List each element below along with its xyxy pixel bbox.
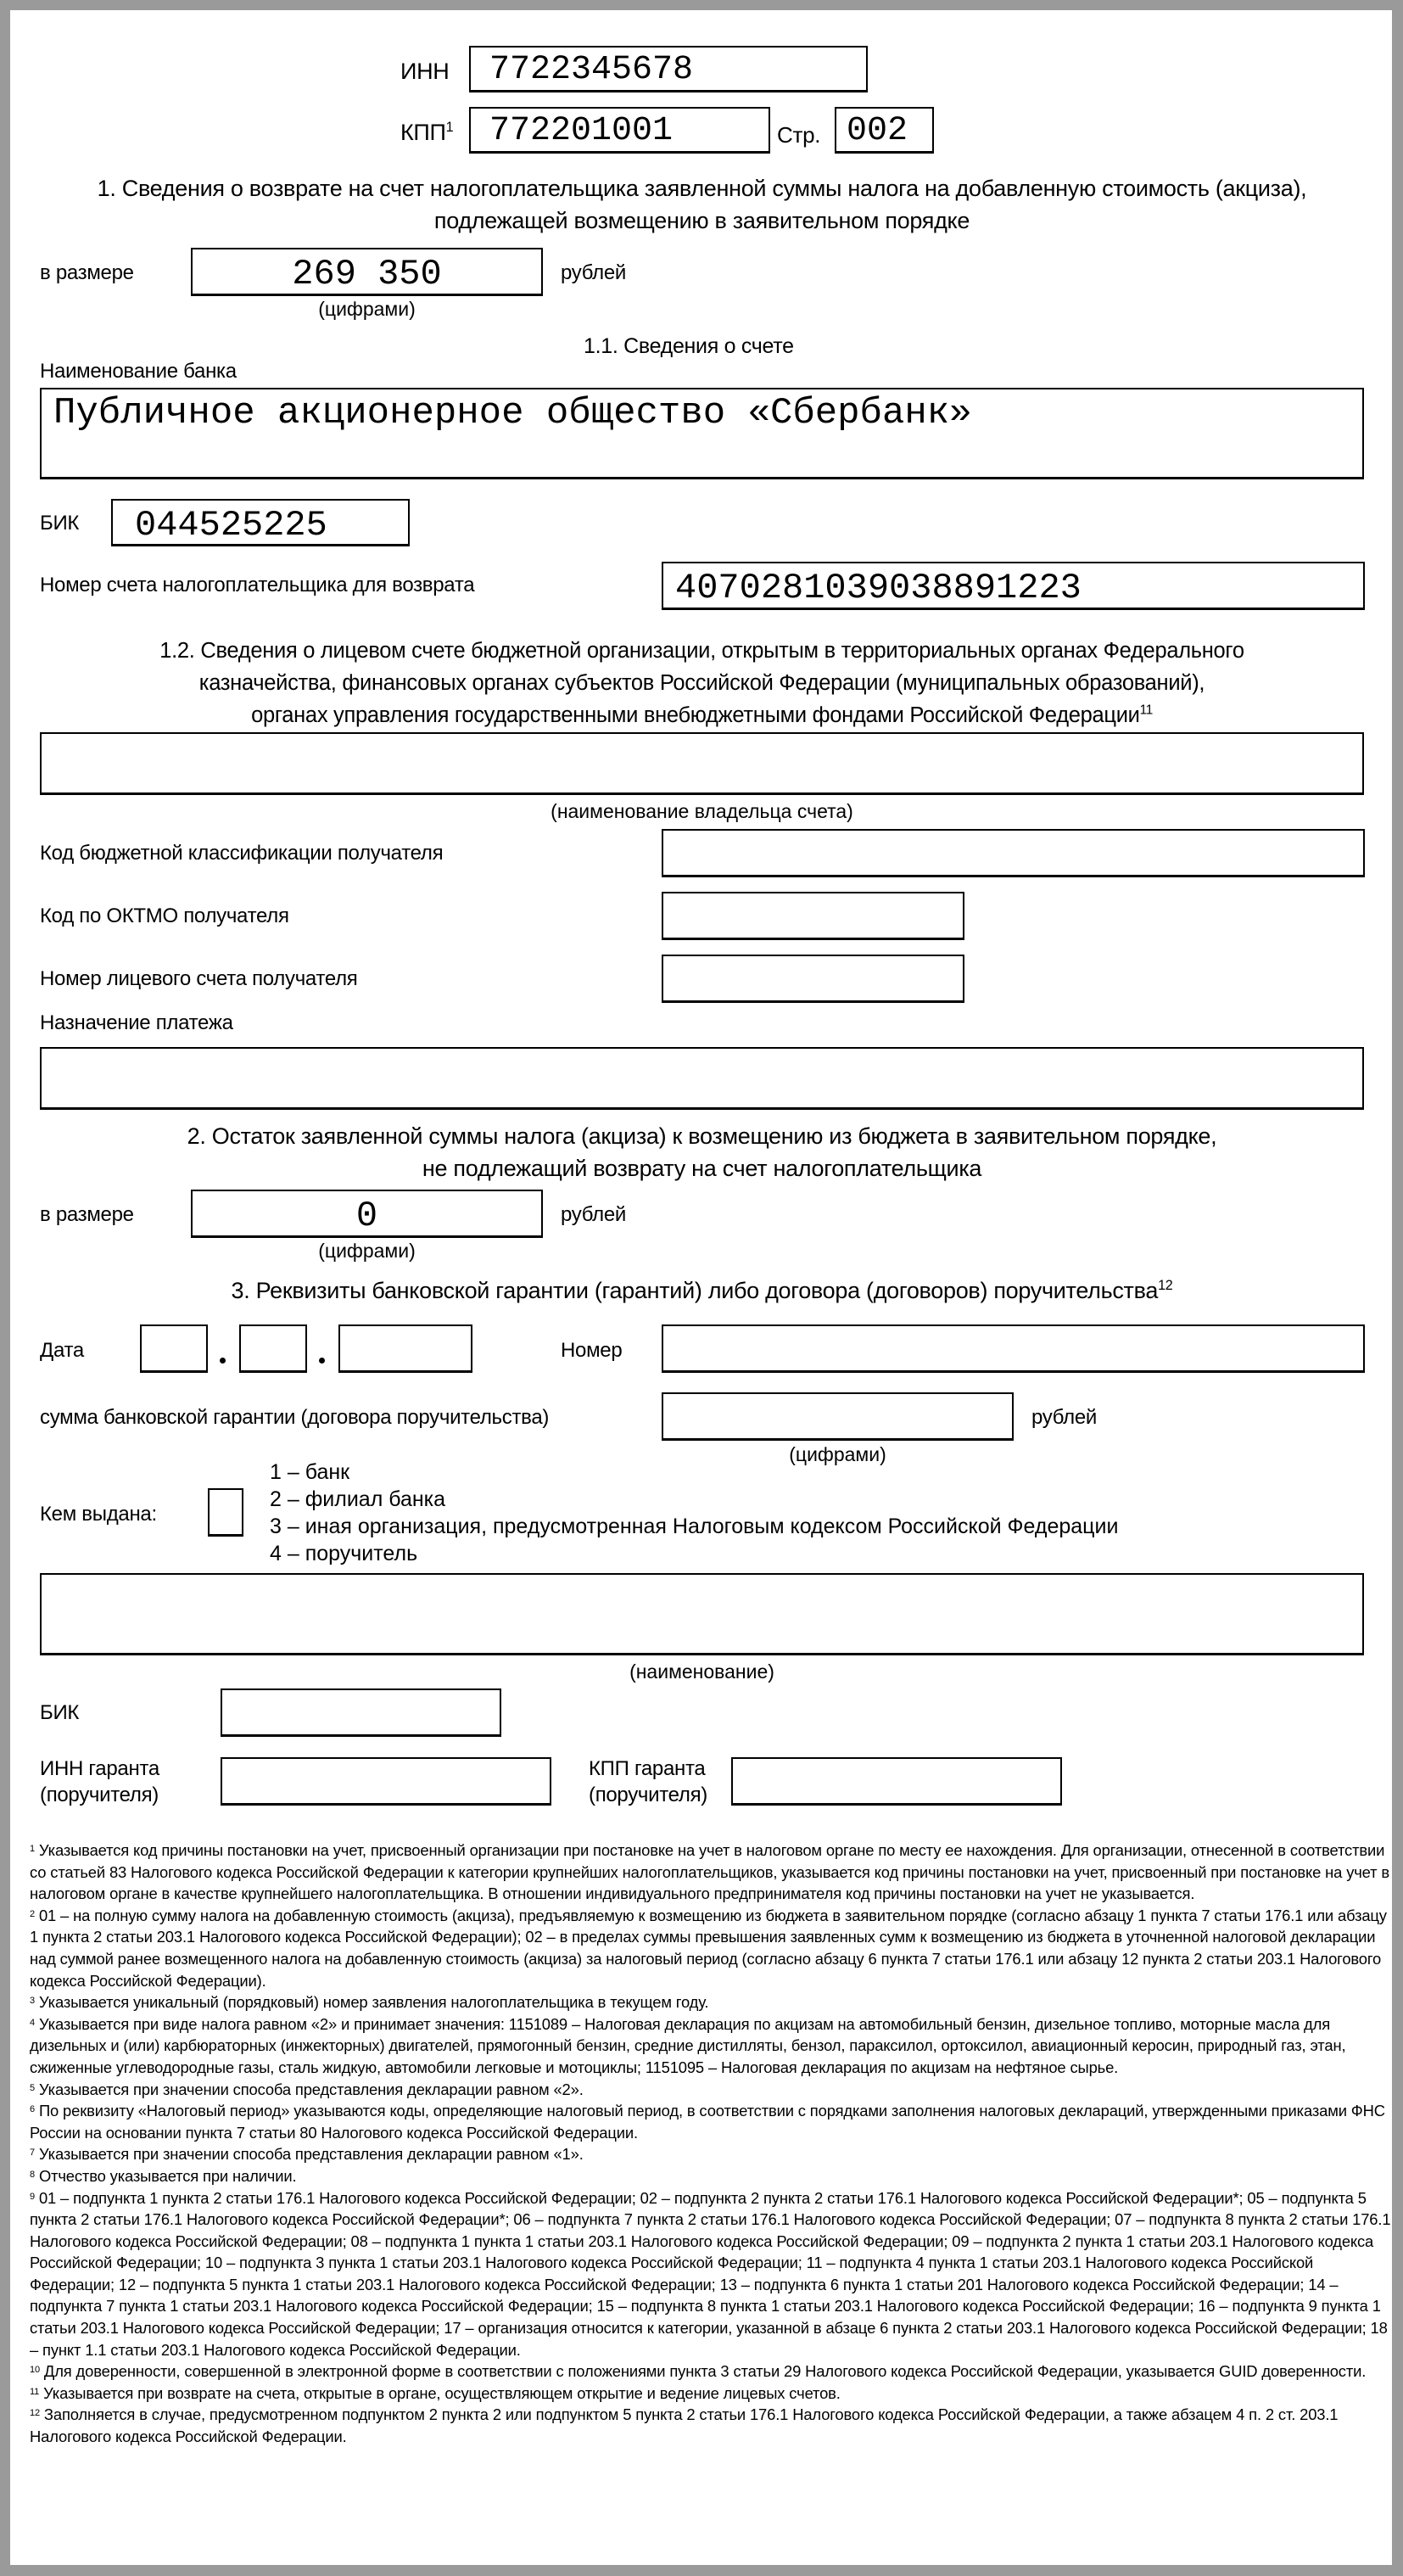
refund-amount-field[interactable]	[191, 248, 543, 296]
issued-by-option-4: 4 – поручитель	[270, 1542, 418, 1565]
guarantor-kpp-label	[589, 1756, 707, 1808]
footnote-number: 7	[30, 2148, 35, 2159]
section1-amount-caption: (цифрами)	[318, 298, 416, 320]
remainder-amount-field[interactable]	[191, 1190, 543, 1238]
subsection-1-2-line3-text: органах управления государственными внебюджетными фондами Российской Федерации	[251, 703, 1140, 727]
payment-purpose-field[interactable]	[40, 1047, 1364, 1110]
kpp-label-text: КПП	[400, 120, 446, 145]
section2-title-line2: не подлежащий возврату на счет налогоплательщика	[422, 1156, 982, 1181]
guarantor-name-caption: (наименование)	[629, 1660, 774, 1683]
account-number-field[interactable]	[662, 562, 1365, 610]
kpp-label	[400, 120, 453, 144]
inn-value: 7722345678	[489, 51, 694, 89]
date-year-field[interactable]	[338, 1324, 472, 1373]
footnote	[30, 2013, 1395, 2079]
section3-title-text: 3. Реквизиты банковской гарантии (гарантий) либо договора (договоров) поручительства	[231, 1278, 1159, 1303]
footnote	[30, 2165, 1395, 2187]
date-separator	[220, 1358, 226, 1364]
oktmo-field[interactable]	[662, 892, 964, 940]
section1-amount-label: в размере	[40, 261, 134, 284]
issued-by-option-2: 2 – филиал банка	[270, 1487, 446, 1511]
guarantee-number-field[interactable]	[662, 1324, 1365, 1373]
issued-by-option-1: 1 – банк	[270, 1460, 350, 1484]
kpp-footnote-ref: 1	[445, 120, 454, 135]
subsection-1-2-title	[25, 635, 1378, 731]
date-label: Дата	[40, 1339, 84, 1362]
personal-account-label: Номер лицевого счета получателя	[40, 967, 358, 990]
bik-value: 044525225	[135, 505, 327, 546]
footnote-number: 12	[30, 2408, 40, 2419]
issued-by-option-3: 3 – иная организация, предусмотренная Налоговым кодексом Российской Федерации	[270, 1515, 1119, 1538]
refund-amount-value: 269 350	[292, 254, 442, 294]
subsection-1-2-line2: казначейства, финансовых органах субъектов Российской Федерации (муниципальных образований),	[198, 671, 1205, 695]
footnote-text: 01 – подпункта 1 пункта 2 статьи 176.1 Налогового кодекса Российской Федерации; 02 – подпункта 2 пункта 2 статьи 176.1 Налогового кодекса Российской Федерации*; 05 – подпункта 5 пункта 2 статьи 176.1 Налогового кодекса Российской Федерации*; 06 – подпункта 7 пункта 2 статьи 176.1 Налогового кодекса Российской Федерации; 07 – подпункта 8 пункта 2 статьи 176.1 Налогового кодекса Российской Федерации; 08 – подпункта 1 пункта 1 статьи 203.1 Налогового кодекса Российской Федерации; 09 – подпункта 2 пункта 1 статьи 203.1 Налогового кодекса Российской Федерации; 10 – подпункта 3 пункта 1 статьи 203.1 Налогового кодекса Российской Федерации; 11 – подпункта 4 пункта 1 статьи 203.1 Налогового кодекса Российской Федерации; 12 – подпункта 5 пункта 1 статьи 203.1 Налогового кодекса Российской Федерации; 13 – подпункта 6 пункта 1 статьи 201 Налогового кодекса Российской Федерации; 14 – подпункта 7 пункта 1 статьи 203.1 Налогового кодекса Российской Федерации; 15 – подпункта 8 пункта 1 статьи 203.1 Налогового кодекса Российской Федерации; 16 – подпункта 9 пункта 1 статьи 203.1 Налогового кодекса Российской Федерации; 17 – организация относится к категории, указанной в абзаце 6 пункта 2 статьи 203.1 Налогового кодекса Российской Федерации; 18 – пункт 1.1 статьи 203.1 Налогового кодекса Российской Федерации.	[30, 2188, 1391, 2359]
footnote-text: Указывается при виде налога равном «2» и принимает значения: 1151089 – Налоговая декларация по акцизам на автомобильный бензин, дизельное топливо, моторные масла для дизельных и (или) карбюраторных (инжекторных) двигателей, прямогонный бензин, средние дистилляты, бензол, параксилол, ортоксилол, авиационный керосин, природный газ, этан, сжиженные углеводородные газы, сталь жидкую, автомобили легковые и мотоциклы; 1151095 – Налоговая декларация по акцизам на нефтяное сырье.	[30, 2014, 1346, 2076]
footnote-number: 10	[30, 2365, 40, 2376]
subsection-1-2-line3	[25, 699, 1378, 731]
guarantee-number-label: Номер	[561, 1339, 623, 1362]
guarantee-sum-field[interactable]	[662, 1392, 1014, 1441]
section1-title	[25, 172, 1378, 237]
footnote	[30, 2383, 1395, 2405]
account-owner-caption: (наименование владельца счета)	[551, 800, 853, 822]
footnote-number: 11	[30, 2386, 40, 2397]
footnote-text: Указывается код причины постановки на учет, присвоенный организации при постановке на учет в налоговом органе по месту ее нахождения. Для организации, отнесенной в соответствии со статьей 83 Налогового кодекса Российской Федерации к категории крупнейших налогоплательщиков, указывается код причины постановки на учет, присвоенный при постановке на учет в налоговом органе в качестве крупнейшего налогоплательщика. В отношении индивидуального предпринимателя код причины постановки на учет не указывается.	[30, 1841, 1390, 1903]
subsection-1-2-line1: 1.2. Сведения о лицевом счете бюджетной организации, открытым в территориальных органах Федерального	[159, 639, 1244, 663]
oktmo-label: Код по ОКТМО получателя	[40, 904, 289, 927]
page-number-value: 002	[847, 112, 908, 150]
remainder-amount-value: 0	[355, 1196, 378, 1236]
page-number-field[interactable]	[835, 107, 934, 154]
footnote-text: Указывается при возврате на счета, открытые в органе, осуществляющем открытие и ведение лицевых счетов.	[43, 2383, 841, 2402]
footnote	[30, 2187, 1395, 2361]
date-month-field[interactable]	[239, 1324, 307, 1373]
guarantor-kpp-field[interactable]	[731, 1757, 1062, 1806]
section3-title	[25, 1274, 1378, 1307]
guarantee-sum-caption: (цифрами)	[789, 1443, 886, 1465]
kbk-label: Код бюджетной классификации получателя	[40, 842, 444, 865]
section1-title-line2: подлежащей возмещению в заявительном порядке	[433, 208, 970, 233]
footnote-number: 1	[30, 1844, 35, 1854]
footnote-text: Указывается при значении способа представления декларации равном «1».	[38, 2145, 584, 2164]
footnote-text: 01 – на полную сумму налога на добавленную стоимость (акциза), предъявляемую к возмещению из бюджета в заявительном порядке (согласно абзацу 1 пункта 7 статьи 176.1 или абзацу 1 пункта 2 статьи 203.1 Налогового кодекса Российской Федерации); 02 – в пределах суммы превышения заявленных сумм к возмещению из бюджета в уточненной налоговой декларации над суммой ранее возмещенного налога на добавленную стоимость (акциза) за налоговый период (согласно абзацу 6 пункта 7 статьи 176.1 или абзацу 12 пункта 2 статьи 203.1 Налогового кодекса Российской Федерации).	[30, 1906, 1387, 1990]
footnote	[30, 2360, 1395, 2383]
guarantor-name-field[interactable]	[40, 1573, 1364, 1655]
footnote	[30, 2404, 1395, 2447]
footnote-text: Указывается при значении способа представления декларации равном «2».	[38, 2080, 584, 2098]
bank-name-field[interactable]	[40, 388, 1364, 479]
payment-purpose-label: Назначение платежа	[40, 1011, 233, 1034]
page-label: Стр.	[777, 122, 821, 148]
inn-field[interactable]	[469, 46, 868, 92]
kbk-field[interactable]	[662, 829, 1365, 877]
guarantor-bik-field[interactable]	[221, 1688, 501, 1737]
footnote-number: 4	[30, 2017, 35, 2028]
footnote	[30, 1991, 1395, 2013]
section1-amount-unit: рублей	[561, 261, 626, 284]
section2-title	[25, 1120, 1378, 1184]
footnote-number: 2	[30, 1908, 35, 1919]
guarantor-inn-label-line1: ИНН гаранта	[40, 1757, 159, 1780]
guarantee-sum-label: сумма банковской гарантии (договора поручительства)	[40, 1406, 550, 1429]
footnote-number: 9	[30, 2191, 35, 2202]
bank-name-label: Наименование банка	[40, 360, 237, 383]
inn-label: ИНН	[400, 59, 450, 84]
guarantor-kpp-label-line1: КПП гаранта	[589, 1757, 706, 1780]
section2-amount-unit: рублей	[561, 1203, 626, 1226]
bik-field[interactable]	[111, 499, 410, 546]
footnote-number: 8	[30, 2169, 35, 2180]
footnote	[30, 1905, 1395, 1991]
section2-amount-label: в размере	[40, 1203, 134, 1226]
account-number-value: 4070281039038891223	[675, 568, 1082, 608]
section1-title-line1: 1. Сведения о возврате на счет налогоплательщика заявленной суммы налога на добавленную стоимость (акциза),	[97, 176, 1307, 201]
kpp-field[interactable]	[469, 107, 770, 154]
bank-name-value: Публичное акционерное общество «Сбербанк»	[53, 392, 972, 434]
footnote-text: Указывается уникальный (порядковый) номер заявления налогоплательщика в текущем году.	[38, 1993, 709, 2012]
date-separator	[319, 1358, 325, 1364]
footnote	[30, 2100, 1395, 2143]
account-number-label: Номер счета налогоплательщика для возврата	[40, 574, 475, 596]
footnote	[30, 2079, 1395, 2101]
footnote	[30, 1840, 1395, 1905]
guarantor-inn-field[interactable]	[221, 1757, 551, 1806]
footnote-ref-11: 11	[1139, 703, 1153, 718]
bik-label: БИК	[40, 512, 80, 535]
footnote-text: Отчество указывается при наличии.	[38, 2166, 297, 2185]
footnote-number: 3	[30, 1996, 35, 2007]
footnotes	[30, 1840, 1395, 2448]
footnote-number: 5	[30, 2082, 35, 2093]
issued-by-label: Кем выдана:	[40, 1503, 157, 1526]
footnote-text: Для доверенности, совершенной в электронной форме в соответствии с положениями пункта 3 статьи 29 Налогового кодекса Российской Федерации, указывается GUID доверенности.	[43, 2362, 1367, 2381]
guarantor-bik-label: БИК	[40, 1701, 80, 1724]
account-owner-field[interactable]	[40, 732, 1364, 795]
subsection-1-1-title: 1.1. Сведения о счете	[584, 334, 794, 358]
guarantor-inn-label	[40, 1756, 159, 1808]
footnote-number: 6	[30, 2104, 35, 2115]
guarantee-sum-unit: рублей	[1031, 1406, 1097, 1429]
footnote-text: По реквизиту «Налоговый период» указываются коды, определяющие налоговый период, в соответствии с порядками заполнения налоговых деклараций, утвержденными приказами ФНС России на основании пункта 7 статьи 80 Налогового кодекса Российской Федерации.	[30, 2102, 1385, 2142]
kpp-value: 772201001	[489, 112, 674, 150]
guarantor-kpp-label-line2: (поручителя)	[589, 1784, 707, 1806]
issued-by-code-field[interactable]	[208, 1488, 243, 1537]
personal-account-field[interactable]	[662, 955, 964, 1003]
footnote	[30, 2143, 1395, 2165]
section2-title-line1: 2. Остаток заявленной суммы налога (акциза) к возмещению из бюджета в заявительном порядке,	[187, 1123, 1217, 1149]
date-day-field[interactable]	[140, 1324, 208, 1373]
guarantor-inn-label-line2: (поручителя)	[40, 1784, 159, 1806]
section2-amount-caption: (цифрами)	[318, 1240, 416, 1262]
footnote-ref-12: 12	[1158, 1278, 1173, 1293]
footnote-text: Заполняется в случае, предусмотренном подпунктом 2 пункта 2 или подпунктом 5 пункта 2 статьи 176.1 Налогового кодекса Российской Федерации, а также абзацем 4 п. 2 ст. 203.1 Налогового кодекса Российской Федерации.	[30, 2405, 1339, 2446]
